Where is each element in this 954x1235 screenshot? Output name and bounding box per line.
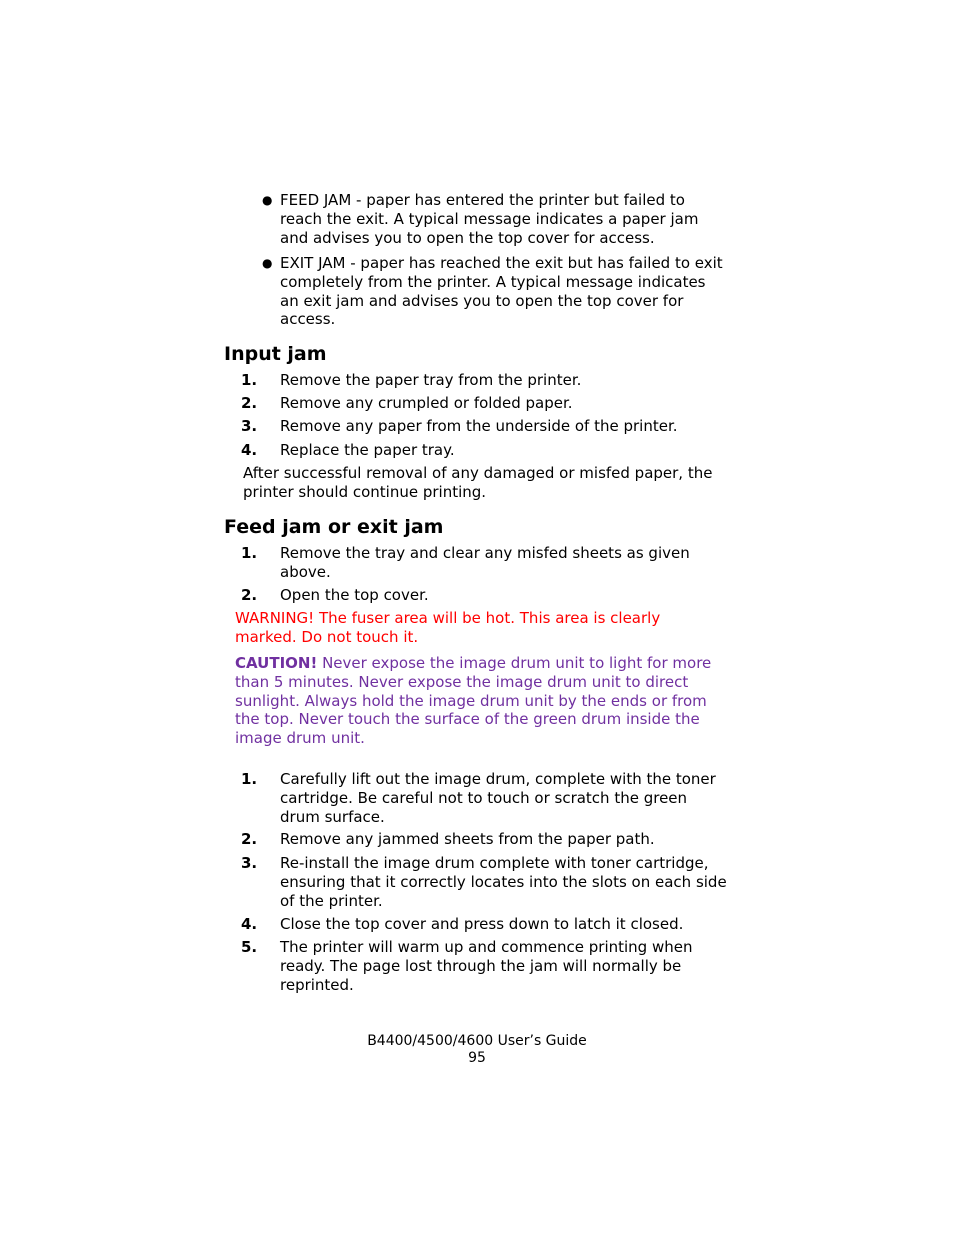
heading-feed-jam: Feed jam or exit jam bbox=[224, 516, 444, 538]
caution-label: CAUTION! bbox=[235, 654, 318, 672]
feed-jam-step-1: Remove the tray and clear any misfed sheets as given above. bbox=[280, 544, 690, 581]
step-number: 1. bbox=[241, 770, 258, 788]
caution-text: Never expose the image drum unit to light for more than 5 minutes. Never expose the image drum unit to direct sunlight. Always hold the image drum unit by the ends or from the top. Never touch the surface of the green drum inside the image drum unit. bbox=[235, 654, 712, 748]
drum-step-3: Re-install the image drum complete with toner cartridge, ensuring that it correctly locates into the slots on each side of the printer. bbox=[280, 854, 727, 910]
step-number: 4. bbox=[241, 441, 258, 459]
input-jam-step-4: Replace the paper tray. bbox=[280, 441, 455, 459]
drum-step-2: Remove any jammed sheets from the paper path. bbox=[280, 830, 655, 848]
step-number: 3. bbox=[241, 854, 258, 872]
caution-note bbox=[235, 654, 730, 748]
drum-step-5: The printer will warm up and commence printing when ready. The page lost through the jam will normally be reprinted. bbox=[280, 938, 693, 994]
page-number: 95 bbox=[468, 1050, 486, 1066]
bullet-feed-jam: FEED JAM - paper has entered the printer but failed to reach the exit. A typical message indicates a paper jam and advises you to open the top cover for access. bbox=[280, 191, 699, 247]
drum-step-4: Close the top cover and press down to latch it closed. bbox=[280, 915, 684, 933]
step-number: 2. bbox=[241, 586, 258, 604]
step-number: 1. bbox=[241, 371, 258, 389]
footer-title: B4400/4500/4600 User’s Guide bbox=[367, 1033, 587, 1049]
step-number: 5. bbox=[241, 938, 258, 956]
step-number: 3. bbox=[241, 417, 258, 435]
drum-step-1: Carefully lift out the image drum, complete with the toner cartridge. Be careful not to touch or scratch the green drum surface. bbox=[280, 770, 716, 826]
bullet-exit-jam: EXIT JAM - paper has reached the exit but has failed to exit completely from the printer. A typical message indicates an exit jam and advises you to open the top cover for access. bbox=[280, 254, 723, 329]
step-number: 1. bbox=[241, 544, 258, 562]
input-jam-step-3: Remove any paper from the underside of the printer. bbox=[280, 417, 678, 435]
step-number: 2. bbox=[241, 394, 258, 412]
step-number: 2. bbox=[241, 830, 258, 848]
input-jam-step-2: Remove any crumpled or folded paper. bbox=[280, 394, 573, 412]
input-jam-note: After successful removal of any damaged or misfed paper, the printer should continue printing. bbox=[243, 464, 713, 501]
bullet-icon: ● bbox=[262, 193, 273, 207]
bullet-icon: ● bbox=[262, 256, 273, 270]
warning-note: WARNING! The fuser area will be hot. This area is clearly marked. Do not touch it. bbox=[235, 609, 661, 646]
feed-jam-step-2: Open the top cover. bbox=[280, 586, 429, 604]
input-jam-step-1: Remove the paper tray from the printer. bbox=[280, 371, 582, 389]
step-number: 4. bbox=[241, 915, 258, 933]
heading-input-jam: Input jam bbox=[224, 343, 327, 365]
